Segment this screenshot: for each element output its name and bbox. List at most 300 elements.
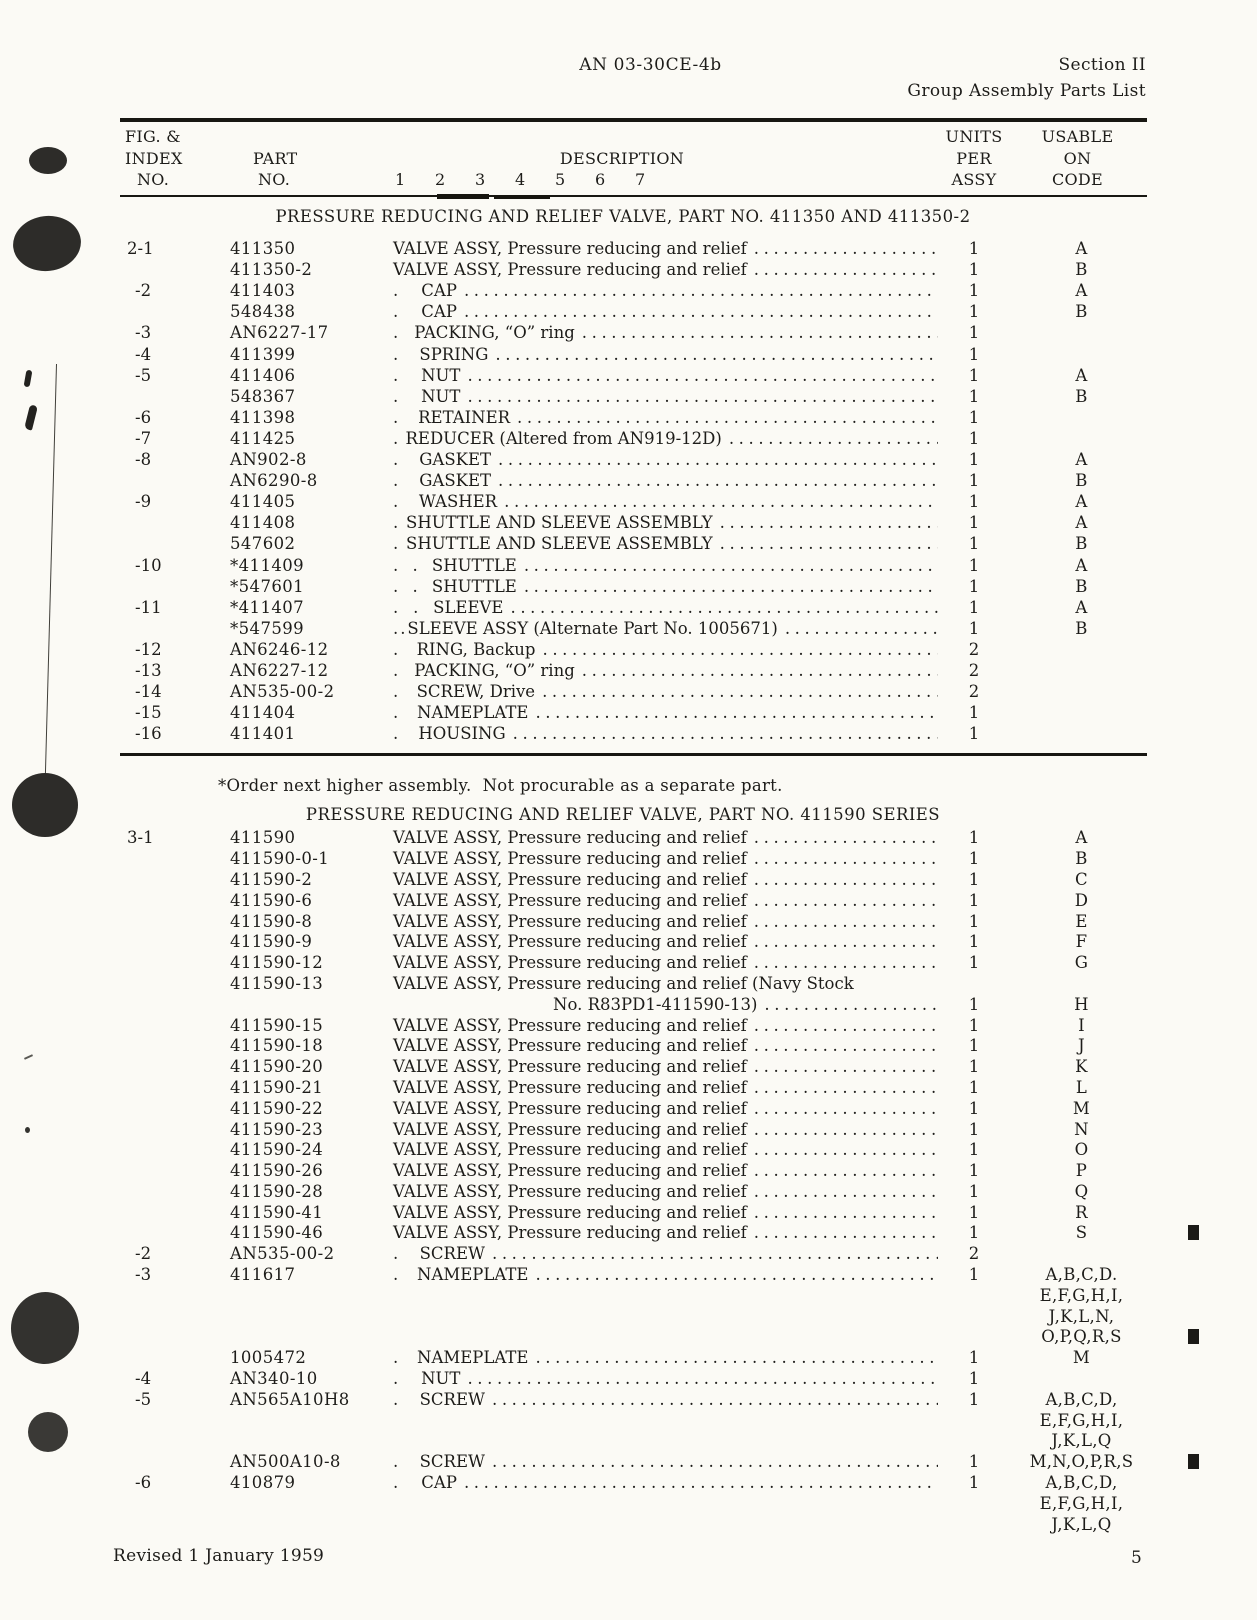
- table-row: [120, 365, 1147, 386]
- description-cell: [390, 365, 940, 386]
- units-per-assy-cell: 1: [968, 828, 980, 848]
- table-row: [120, 238, 1147, 259]
- col-header-line: PER: [956, 148, 992, 168]
- description-text: VALVE ASSY, Pressure reducing and relief: [393, 260, 747, 280]
- leader-dots: [504, 491, 938, 512]
- units-per-assy-cell: 1: [968, 576, 980, 596]
- section-label: Section II: [1058, 55, 1146, 75]
- usable-on-code-cell: K: [1075, 1057, 1088, 1077]
- usable-on-code-cell: J,K,L,N,: [1048, 1306, 1115, 1326]
- table-row: [120, 1099, 1147, 1120]
- indent-dot: .: [393, 365, 399, 385]
- usable-on-code-cell: J: [1078, 1036, 1085, 1056]
- usable-on-code-cell: [1008, 428, 1147, 449]
- indent-dot: .: [412, 576, 418, 596]
- fig-index-cell: -2: [135, 1244, 152, 1264]
- description-cell: [390, 1223, 940, 1244]
- description-text: VALVE ASSY, Pressure reducing and relief: [393, 849, 747, 869]
- usable-on-code-cell: B: [1075, 471, 1088, 491]
- indent-dot: .: [393, 471, 399, 491]
- units-per-assy-cell: 1: [968, 1036, 980, 1056]
- description-cell: [390, 702, 940, 723]
- leader-dots: [542, 639, 938, 660]
- usable-on-code-cell: A: [1075, 555, 1088, 575]
- fig-index-cell: -5: [135, 1389, 152, 1409]
- part-no-cell: 411590-8: [230, 911, 313, 931]
- units-per-assy-cell: 1: [968, 1265, 980, 1285]
- leader-dots: [720, 512, 938, 533]
- part-no-cell: 411590-12: [230, 953, 324, 973]
- description-cell: [390, 1348, 940, 1369]
- usable-on-code-cell: E: [1075, 911, 1088, 931]
- col-header-fig-index: [120, 126, 225, 191]
- leader-dots: [754, 891, 938, 912]
- description-text: GASKET: [419, 450, 492, 470]
- fig-index-cell: [120, 301, 225, 322]
- table-row: [120, 702, 1147, 723]
- usable-on-code-cell: O,P,Q,R,S: [1041, 1327, 1122, 1347]
- leader-dots: [729, 428, 938, 449]
- indent-dot: .: [393, 534, 399, 554]
- fig-index-cell: [120, 1182, 225, 1203]
- table-row: [120, 1078, 1147, 1099]
- indent-number: 1: [395, 170, 406, 189]
- doc-number: AN 03-30CE-4b: [579, 55, 722, 75]
- leader-dots: [535, 1265, 938, 1286]
- part-no-cell: 411590-2: [230, 869, 313, 889]
- usable-on-code-cell: [1008, 322, 1147, 343]
- usable-on-code-cell: E,F,G,H,I,: [1039, 1410, 1124, 1430]
- fig-index-cell: [120, 1307, 225, 1328]
- parts-rows: [120, 828, 1147, 1535]
- part-no-cell: 411590-9: [230, 932, 313, 952]
- table-row: [120, 1265, 1147, 1286]
- part-no-cell: 411350: [230, 239, 296, 259]
- units-per-assy-cell: 1: [968, 323, 980, 343]
- revision-change-bar: [1188, 1454, 1199, 1469]
- ink-speck: [24, 370, 33, 388]
- description-cell: [390, 681, 940, 702]
- description-text: SPRING: [419, 344, 489, 364]
- units-per-assy-cell: 1: [968, 1119, 980, 1139]
- table-row: [120, 849, 1147, 870]
- part-no-cell: AN535-00-2: [230, 1244, 335, 1264]
- fig-index-cell: [120, 1431, 225, 1452]
- fig-index-cell: [120, 512, 225, 533]
- fig-index-cell: [120, 974, 225, 995]
- description-cell: [390, 1078, 940, 1099]
- description-text: VALVE ASSY, Pressure reducing and relief: [393, 953, 747, 973]
- description-cell: [390, 1182, 940, 1203]
- leader-dots: [754, 1057, 938, 1078]
- description-cell: [390, 576, 940, 597]
- table-row: [120, 533, 1147, 554]
- col-header-usable-on-code: [1008, 126, 1147, 191]
- table-row: [120, 344, 1147, 365]
- ink-blot: [10, 212, 84, 275]
- description-text: VALVE ASSY, Pressure reducing and relief: [393, 239, 747, 259]
- ink-speck: [25, 1127, 30, 1133]
- description-cell: [390, 723, 940, 744]
- fig-index-cell: -3: [135, 1265, 152, 1285]
- part-no-cell: 411408: [230, 513, 296, 533]
- indent-number: 6: [595, 170, 606, 189]
- description-cell: [390, 1390, 940, 1411]
- description-cell: [390, 1120, 940, 1141]
- leader-dots: [754, 828, 938, 849]
- table-row: [120, 660, 1147, 681]
- usable-on-code-cell: [1008, 702, 1147, 723]
- col-header-line: NO.: [258, 170, 291, 189]
- description-cell: [390, 932, 940, 953]
- part-no-cell: AN6290-8: [230, 471, 318, 491]
- fig-index-cell: [120, 1057, 225, 1078]
- units-per-assy-cell: [940, 1431, 1008, 1452]
- description-cell: [390, 828, 940, 849]
- fig-index-cell: -10: [135, 555, 162, 575]
- description-text: CAP: [421, 302, 457, 322]
- units-per-assy-cell: 1: [968, 1348, 980, 1368]
- units-per-assy-cell: 1: [968, 890, 980, 910]
- scratch-line: [45, 364, 58, 776]
- table-row: [120, 618, 1147, 639]
- usable-on-code-cell: A,B,C,D.: [1045, 1265, 1118, 1285]
- part-no-cell: 1005472: [230, 1348, 307, 1368]
- leader-dots: [754, 1016, 938, 1037]
- usable-on-code-cell: G: [1074, 953, 1089, 973]
- description-cell: [390, 597, 940, 618]
- leader-dots: [467, 386, 938, 407]
- parts-table: [120, 118, 1147, 1535]
- units-per-assy-cell: 1: [968, 260, 980, 280]
- usable-on-code-cell: S: [1075, 1223, 1088, 1243]
- indent-number: 5: [555, 170, 566, 189]
- units-per-assy-cell: 1: [968, 724, 980, 744]
- part-no-cell: [225, 1307, 390, 1328]
- indent-dot: .: [393, 724, 399, 744]
- leader-dots: [464, 301, 938, 322]
- fig-index-cell: -15: [135, 703, 162, 723]
- description-text: VALVE ASSY, Pressure reducing and relief: [393, 932, 747, 952]
- part-no-cell: 548367: [230, 386, 296, 406]
- section-title: PRESSURE REDUCING AND RELIEF VALVE, PART NO. 411350 AND 411350-2: [275, 207, 971, 227]
- description-cell: [390, 639, 940, 660]
- leader-dots: [467, 365, 938, 386]
- indent-number: 4: [515, 170, 526, 189]
- description-text: VALVE ASSY, Pressure reducing and relief: [393, 1223, 747, 1243]
- leader-dots: [582, 322, 938, 343]
- indent-dot: .: [393, 1348, 399, 1368]
- table-row: [120, 1244, 1147, 1265]
- indent-dot: .: [393, 492, 399, 512]
- leader-dots: [720, 533, 938, 554]
- fig-index-cell: [120, 1203, 225, 1224]
- table-row: [120, 1161, 1147, 1182]
- part-no-cell: 411590-13: [230, 973, 324, 993]
- usable-on-code-cell: B: [1075, 386, 1088, 406]
- units-per-assy-cell: 1: [968, 703, 980, 723]
- indent-dot: .: [393, 682, 399, 702]
- indent-dot: .: [393, 597, 399, 617]
- description-text: SCREW: [419, 1244, 485, 1264]
- indent-dot: .: [393, 344, 399, 364]
- usable-on-code-cell: O: [1074, 1140, 1089, 1160]
- description-text: CAP: [421, 1473, 457, 1493]
- leader-dots: [754, 238, 938, 259]
- units-per-assy-cell: 1: [968, 555, 980, 575]
- indent-dot: .: [393, 513, 399, 533]
- description-text: VALVE ASSY, Pressure reducing and relief: [393, 1077, 747, 1097]
- indent-dot: .: [393, 323, 399, 343]
- table-row: [120, 322, 1147, 343]
- revision-note: Revised 1 January 1959: [113, 1546, 325, 1566]
- table-row: [120, 953, 1147, 974]
- page-number: 5: [1131, 1548, 1142, 1568]
- table-row: [120, 1307, 1147, 1328]
- description-cell: [390, 1203, 940, 1224]
- description-cell: [390, 995, 940, 1016]
- table-body: [120, 206, 1147, 1535]
- description-text: NAMEPLATE: [417, 1348, 529, 1368]
- usable-on-code-cell: B: [1075, 534, 1088, 554]
- indent-dot: .: [393, 450, 399, 470]
- leader-dots: [535, 1348, 938, 1369]
- units-per-assy-cell: 1: [968, 1473, 980, 1493]
- table-row: [120, 723, 1147, 744]
- fig-index-cell: [120, 1515, 225, 1536]
- table-row: [120, 449, 1147, 470]
- units-per-assy-cell: 1: [968, 1452, 980, 1472]
- col-header-line: INDEX: [125, 148, 183, 168]
- col-header-line: ON: [1063, 148, 1092, 168]
- units-per-assy-cell: 1: [968, 932, 980, 952]
- leader-dots: [492, 1390, 938, 1411]
- part-no-cell: 411590-28: [230, 1181, 324, 1201]
- part-no-cell: 411403: [230, 281, 296, 301]
- indent-number: 3: [475, 170, 486, 189]
- part-no-cell: 411590-46: [230, 1223, 324, 1243]
- table-row: [120, 1390, 1147, 1411]
- indent-dot: .: [393, 1389, 399, 1409]
- units-per-assy-cell: 1: [968, 869, 980, 889]
- description-text: REDUCER (Altered from AN919-12D): [405, 428, 722, 448]
- footnote: *Order next higher assembly. Not procurable as a separate part.: [218, 776, 783, 796]
- leader-dots: [754, 1223, 938, 1244]
- units-per-assy-cell: 1: [968, 618, 980, 638]
- indent-dot: .: [393, 618, 399, 638]
- description-cell: [390, 1327, 940, 1348]
- description-cell: [390, 891, 940, 912]
- usable-on-code-cell: B: [1075, 302, 1088, 322]
- description-text: VALVE ASSY, Pressure reducing and relief (Navy Stock: [393, 973, 854, 993]
- fig-index-cell: -12: [135, 639, 162, 659]
- part-no-cell: *411407: [230, 597, 305, 617]
- leader-dots: [464, 1473, 938, 1494]
- description-text: VALVE ASSY, Pressure reducing and relief: [393, 1140, 747, 1160]
- fig-index-cell: [120, 618, 225, 639]
- table-row: [120, 280, 1147, 301]
- table-row: [120, 1223, 1147, 1244]
- usable-on-code-cell: [1008, 974, 1147, 995]
- usable-on-code-cell: [1008, 344, 1147, 365]
- description-cell: [390, 555, 940, 576]
- leader-dots: [764, 995, 938, 1016]
- indent-dot: .: [412, 555, 418, 575]
- units-per-assy-cell: 1: [968, 492, 980, 512]
- col-header-line: FIG. &: [125, 127, 181, 146]
- usable-on-code-cell: A: [1075, 492, 1088, 512]
- description-text: NAMEPLATE: [417, 703, 529, 723]
- description-text: NUT: [421, 1369, 461, 1389]
- leader-dots: [492, 1452, 938, 1473]
- fig-index-cell: [120, 870, 225, 891]
- fig-index-cell: -9: [135, 492, 152, 512]
- table-row: [120, 259, 1147, 280]
- part-no-cell: 411590-15: [230, 1015, 324, 1035]
- part-no-cell: [225, 1327, 390, 1348]
- description-text: PACKING, “O” ring: [414, 323, 575, 343]
- description-text: CAP: [421, 281, 457, 301]
- usable-on-code-cell: B: [1075, 576, 1088, 596]
- description-text: GASKET: [419, 471, 492, 491]
- indent-dot: .: [393, 660, 399, 680]
- leader-dots: [492, 1244, 938, 1265]
- units-per-assy-cell: 1: [968, 994, 980, 1014]
- fig-index-cell: 2-1: [127, 239, 154, 259]
- part-no-cell: AN6246-12: [230, 639, 329, 659]
- description-cell: [390, 533, 940, 554]
- description-text: VALVE ASSY, Pressure reducing and relief: [393, 1015, 747, 1035]
- description-text: VALVE ASSY, Pressure reducing and relief: [393, 1161, 747, 1181]
- units-per-assy-cell: 1: [968, 1057, 980, 1077]
- indent-dot: .: [393, 639, 399, 659]
- fig-index-cell: 3-1: [127, 828, 154, 848]
- section-divider-rule: [120, 753, 1147, 756]
- description-text: NUT: [421, 365, 461, 385]
- fig-index-cell: [120, 386, 225, 407]
- leader-dots: [498, 449, 938, 470]
- col-header-description: [390, 126, 940, 191]
- units-per-assy-cell: 1: [968, 1015, 980, 1035]
- description-text: No. R83PD1-411590-13): [553, 994, 758, 1014]
- table-row: [120, 870, 1147, 891]
- indent-number: 7: [635, 170, 646, 189]
- fig-index-cell: -8: [135, 450, 152, 470]
- table-row: [120, 1452, 1147, 1473]
- description-cell: [390, 974, 940, 995]
- usable-on-code-cell: B: [1075, 260, 1088, 280]
- table-row: [120, 1327, 1147, 1348]
- fig-index-cell: -7: [135, 428, 152, 448]
- units-per-assy-cell: 1: [968, 953, 980, 973]
- description-cell: [390, 1140, 940, 1161]
- description-text: VALVE ASSY, Pressure reducing and relief: [393, 911, 747, 931]
- description-cell: [390, 618, 940, 639]
- fig-index-cell: [120, 1078, 225, 1099]
- usable-on-code-cell: J,K,L,Q: [1051, 1431, 1112, 1451]
- part-no-cell: 411590-41: [230, 1202, 324, 1222]
- indent-dot: .: [393, 281, 399, 301]
- leader-dots: [754, 1140, 938, 1161]
- units-per-assy-cell: 1: [968, 513, 980, 533]
- units-per-assy-cell: 1: [968, 1098, 980, 1118]
- col-header-line: CODE: [1051, 170, 1104, 189]
- usable-on-code-cell: A,B,C,D,: [1045, 1389, 1118, 1409]
- part-no-cell: [225, 1286, 390, 1307]
- description-cell: [390, 1452, 940, 1473]
- leader-dots: [524, 555, 938, 576]
- fig-index-cell: [120, 1411, 225, 1432]
- revision-change-bar: [1188, 1329, 1199, 1344]
- part-no-cell: AN500A10-8: [230, 1452, 341, 1472]
- leader-dots: [467, 1369, 938, 1390]
- description-cell: [390, 428, 940, 449]
- print-smudge: [494, 195, 550, 199]
- col-header-line: ASSY: [951, 170, 997, 189]
- usable-on-code-cell: [1008, 660, 1147, 681]
- usable-on-code-cell: R: [1075, 1202, 1088, 1222]
- units-per-assy-cell: [940, 974, 1008, 995]
- description-cell: [390, 386, 940, 407]
- leader-dots: [754, 870, 938, 891]
- section-sublabel: Group Assembly Parts List: [907, 81, 1146, 101]
- leader-dots: [754, 1161, 938, 1182]
- description-cell: [390, 1036, 940, 1057]
- units-per-assy-cell: 1: [968, 1389, 980, 1409]
- description-cell: [390, 1307, 940, 1328]
- table-row: [120, 1494, 1147, 1515]
- table-row: [120, 301, 1147, 322]
- leader-dots: [517, 407, 938, 428]
- usable-on-code-cell: E,F,G,H,I,: [1039, 1285, 1124, 1305]
- usable-on-code-cell: A: [1075, 239, 1088, 259]
- description-text: VALVE ASSY, Pressure reducing and relief: [393, 828, 747, 848]
- description-cell: [390, 1016, 940, 1037]
- usable-on-code-cell: [1008, 723, 1147, 744]
- fig-index-cell: [120, 1140, 225, 1161]
- part-no-cell: 411590-18: [230, 1036, 324, 1056]
- description-cell: [390, 912, 940, 933]
- table-row: [120, 891, 1147, 912]
- usable-on-code-cell: [1008, 407, 1147, 428]
- description-cell: [390, 660, 940, 681]
- table-row: [120, 681, 1147, 702]
- fig-index-cell: -11: [135, 597, 162, 617]
- usable-on-code-cell: M,N,O,P,R,S: [1029, 1452, 1134, 1472]
- description-text: VALVE ASSY, Pressure reducing and relief: [393, 890, 747, 910]
- fig-index-cell: -16: [135, 724, 162, 744]
- part-no-cell: 411590-21: [230, 1077, 324, 1097]
- section-title: PRESSURE REDUCING AND RELIEF VALVE, PART NO. 411590 SERIES: [305, 805, 941, 825]
- fig-index-cell: -6: [135, 407, 152, 427]
- indent-dot: .: [393, 1244, 399, 1264]
- part-no-cell: 411590-6: [230, 890, 313, 910]
- fig-index-cell: [120, 849, 225, 870]
- indent-number: 2: [435, 170, 446, 189]
- usable-on-code-cell: A,B,C,D,: [1045, 1473, 1118, 1493]
- table-row: [120, 1411, 1147, 1432]
- description-cell: [390, 1057, 940, 1078]
- part-no-cell: 411399: [230, 344, 296, 364]
- description-cell: [390, 280, 940, 301]
- leader-dots: [785, 618, 938, 639]
- part-no-cell: *547601: [230, 576, 305, 596]
- table-row: [120, 1286, 1147, 1307]
- fig-index-cell: [120, 1223, 225, 1244]
- units-per-assy-cell: 1: [968, 911, 980, 931]
- usable-on-code-cell: J,K,L,Q: [1051, 1514, 1112, 1534]
- part-no-cell: 411590-24: [230, 1140, 324, 1160]
